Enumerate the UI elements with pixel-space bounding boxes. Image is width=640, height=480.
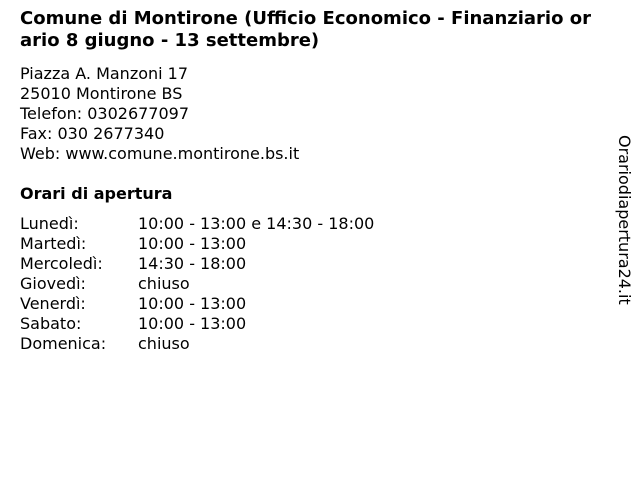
- hours-row-thursday: [20, 274, 374, 294]
- brand-watermark: Orariodiapertura24.it: [615, 135, 634, 305]
- day-hours: chiuso: [138, 334, 190, 353]
- opening-hours-heading: Orari di apertura: [20, 184, 173, 203]
- day-hours: 10:00 - 13:00: [138, 314, 247, 333]
- address-phone: Telefon: 0302677097: [20, 104, 190, 123]
- hours-row-tuesday: [20, 234, 374, 254]
- hours-row-saturday: [20, 314, 374, 334]
- hours-row-monday: [20, 214, 374, 234]
- day-label: Venerdì:: [20, 294, 86, 313]
- day-label: Domenica:: [20, 334, 107, 353]
- day-hours: chiuso: [138, 274, 190, 293]
- page-title: Comune di Montirone (Ufficio Economico - Finanziario orario 8 giugno - 13 settembre): [20, 8, 591, 51]
- day-label: Mercoledì:: [20, 254, 103, 273]
- day-hours: 10:00 - 13:00 e 14:30 - 18:00: [138, 214, 375, 233]
- day-hours: 10:00 - 13:00: [138, 294, 247, 313]
- address-city: 25010 Montirone BS: [20, 84, 183, 103]
- hours-row-sunday: [20, 334, 374, 354]
- opening-hours-table: [20, 214, 374, 354]
- hours-row-friday: [20, 294, 374, 314]
- day-hours: 14:30 - 18:00: [138, 254, 247, 273]
- day-label: Sabato:: [20, 314, 82, 333]
- hours-row-wednesday: [20, 254, 374, 274]
- address-web: Web: www.comune.montirone.bs.it: [20, 144, 300, 163]
- day-label: Lunedì:: [20, 214, 79, 233]
- address-street: Piazza A. Manzoni 17: [20, 64, 189, 83]
- address-fax: Fax: 030 2677340: [20, 124, 165, 143]
- day-label: Martedì:: [20, 234, 87, 253]
- address-block: [20, 64, 299, 164]
- day-label: Giovedì:: [20, 274, 86, 293]
- day-hours: 10:00 - 13:00: [138, 234, 247, 253]
